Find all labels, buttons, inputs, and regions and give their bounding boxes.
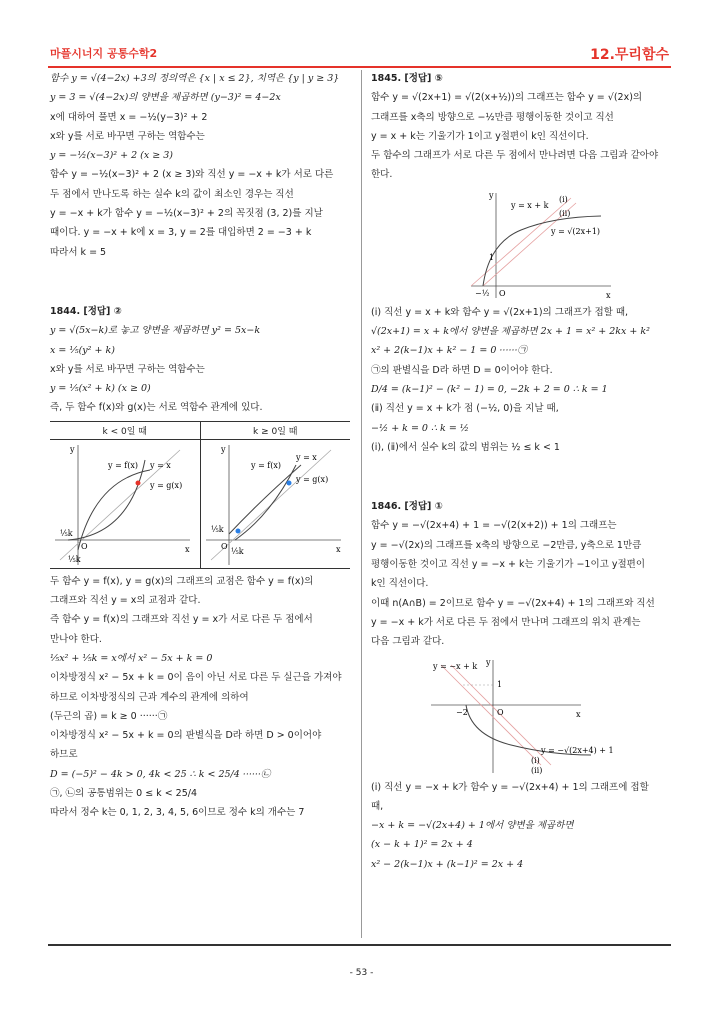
p1845-line: ㉠의 판별식을 D라 하면 D = 0이어야 한다. bbox=[371, 364, 553, 376]
p1845-line: (ⅰ), (ⅱ)에서 실수 k의 값의 범위는 ½ ≤ k < 1 bbox=[371, 441, 560, 453]
p1844-line: 두 함수 y = f(x), y = g(x)의 그래프의 교점은 함수 y = f(x)의 bbox=[50, 575, 314, 587]
p1845-line: x² + 2(k−1)x + k² − 1 = 0 ······㉠ bbox=[371, 345, 528, 357]
p1846-line: k인 직선이다. bbox=[371, 578, 429, 590]
intro-line: 함수 y = √(4−2x) +3의 정의역은 {x | x ≤ 2}, 치역은 {y | y ≥ 3} bbox=[50, 73, 340, 84]
p1844-line: 따라서 정수 k는 0, 1, 2, 3, 4, 5, 6이므로 정수 k의 개수는 7 bbox=[50, 807, 305, 819]
p1845-line: 그래프를 x축의 방향으로 −½만큼 평행이동한 것이고 직선 bbox=[371, 111, 614, 123]
p1846-line: 평행이동한 것이고 직선 y = −x + k는 기울기가 −1이고 y절편이 bbox=[371, 559, 645, 571]
intro-line: 따라서 k = 5 bbox=[50, 246, 107, 258]
intro-line: x에 대하여 풀면 x = −½(y−3)² + 2 bbox=[50, 111, 208, 123]
p1844-line: D = (−5)² − 4k > 0, 4k < 25 ∴ k < 25/4 ······㉡ bbox=[50, 768, 271, 780]
p1846-line: −x + k = −√(2x+4) + 1에서 양변을 제곱하면 bbox=[371, 820, 574, 832]
axis-y-label: y bbox=[486, 657, 491, 667]
axis-x-label: x bbox=[606, 290, 611, 300]
p1845-line: 한다. bbox=[371, 169, 393, 181]
p1844-line: 만나야 한다. bbox=[50, 633, 102, 645]
p1846-line: (ⅰ) 직선 y = −x + k가 함수 y = −√(2x+4) + 1의 그래프에 접할 bbox=[371, 781, 649, 793]
p1844-line: x와 y를 서로 바꾸면 구하는 역함수는 bbox=[50, 363, 205, 375]
p1845-line: −½ + k = 0 ∴ k = ½ bbox=[371, 422, 470, 434]
p1846-line: y = −x + k가 서로 다른 두 점에서 만나며 그래프의 위치 관계는 bbox=[371, 616, 641, 628]
intro-line: 때이다. y = −x + k에 x = 3, y = 2를 대입하면 2 = −3 + k bbox=[50, 227, 312, 239]
line-label: y = −x + k bbox=[433, 661, 478, 671]
fx-label: y = f(x) bbox=[108, 460, 139, 470]
yx-label: y = x bbox=[150, 460, 171, 470]
p1844-line: ⅕x² + ⅕k = x에서 x² − 5x + k = 0 bbox=[50, 652, 213, 664]
table-header-k-negative: k < 0일 때 bbox=[50, 422, 201, 439]
axis-x-label: x bbox=[185, 544, 190, 554]
case-ii-label: (ⅱ) bbox=[531, 765, 543, 775]
p1844-line: 즉, 두 함수 f(x)와 g(x)는 서로 역함수 관계에 있다. bbox=[50, 402, 263, 414]
p1846-line: y = −√(2x)의 그래프를 x축의 방향으로 −2만큼, y축으로 1만큼 bbox=[371, 539, 642, 551]
graph-k-nonnegative bbox=[201, 440, 350, 568]
case-table bbox=[50, 421, 350, 569]
graph-1846 bbox=[371, 655, 671, 775]
intro-line: y = −x + k가 함수 y = −½(x−3)² + 2의 꼭짓점 (3, 2)를 지날 bbox=[50, 208, 323, 220]
graph-1845 bbox=[371, 188, 671, 300]
p1844-line: 이차방정식 x² − 5x + k = 0이 음이 아닌 서로 다른 두 실근을 가져야 bbox=[50, 672, 342, 684]
neg-two-label: −2 bbox=[456, 707, 468, 717]
fx-label: y = f(x) bbox=[250, 460, 281, 470]
p1844-line: 즉 함수 y = f(x)의 그래프와 직선 y = x가 서로 다른 두 점에서 bbox=[50, 614, 313, 626]
axis-x-label: x bbox=[335, 544, 341, 554]
table-header-k-nonnegative: k ≥ 0일 때 bbox=[253, 426, 298, 437]
problem-1845-title: 1845. [정답] ⑤ bbox=[371, 73, 443, 84]
p1846-line: 다음 그림과 같다. bbox=[371, 636, 445, 648]
axis-y-label: y bbox=[489, 190, 494, 200]
fifth-k-label: ⅕k bbox=[68, 554, 81, 564]
gx-label: y = g(x) bbox=[295, 474, 328, 484]
p1845-line: √(2x+1) = x + k에서 양변을 제곱하면 2x + 1 = x² + 2kx + k² bbox=[371, 326, 650, 338]
header-rule bbox=[48, 66, 671, 68]
right-column bbox=[371, 72, 671, 877]
column-divider bbox=[361, 70, 362, 938]
p1845-line: (ⅰ) 직선 y = x + k와 함수 y = √(2x+1)의 그래프가 접할 때, bbox=[371, 306, 629, 318]
intro-line: y = 3 = √(4−2x)의 양변을 제곱하면 (y−3)² = 4−2x bbox=[50, 92, 281, 104]
fifth-k-label: ⅕k bbox=[60, 528, 73, 538]
origin-label: O bbox=[499, 288, 506, 298]
curve-label: y = −√(2x+4) + 1 bbox=[541, 745, 614, 755]
one-label: 1 bbox=[489, 252, 495, 262]
p1845-line: y = x + k는 기울기가 1이고 y절편이 k인 직선이다. bbox=[371, 130, 589, 142]
gx-label: y = g(x) bbox=[150, 480, 183, 490]
p1844-line: (두근의 곱) = k ≥ 0 ······㉠ bbox=[50, 710, 168, 722]
problem-1846-title: 1846. [정답] ① bbox=[371, 501, 443, 513]
header-chapter-title: 12.무리함수 bbox=[590, 47, 669, 63]
p1844-line: 하므로 이차방정식의 근과 계수의 관계에 의하여 bbox=[50, 691, 249, 703]
page-number: - 53 - bbox=[349, 968, 374, 978]
fifth-k-label: ⅕k bbox=[230, 546, 244, 556]
p1846-line: x² − 2(k−1)x + (k−1)² = 2x + 4 bbox=[371, 858, 524, 870]
p1844-line: 이차방정식 x² − 5x + k = 0의 판별식을 D라 하면 D > 0이어야 bbox=[50, 730, 322, 742]
neg-half-label: −½ bbox=[475, 288, 490, 298]
axis-y-label: y bbox=[220, 444, 226, 454]
axis-x-label: x bbox=[576, 709, 581, 719]
footer-rule bbox=[48, 944, 671, 946]
case-i-label: (ⅰ) bbox=[531, 755, 540, 765]
p1846-line: 때, bbox=[371, 800, 384, 812]
case-ii-label: (ⅱ) bbox=[559, 208, 571, 218]
origin-label: O bbox=[497, 707, 504, 717]
p1844-line: ㉠, ㉡의 공통범위는 0 ≤ k < 25/4 bbox=[50, 788, 198, 800]
axis-y-label: y bbox=[70, 444, 75, 454]
problem-1844-title: 1844. [정답] ② bbox=[50, 305, 122, 317]
intro-line: 함수 y = −½(x−3)² + 2 (x ≥ 3)와 직선 y = −x + k가 서로 다른 bbox=[50, 169, 334, 181]
origin-label: O bbox=[81, 541, 88, 551]
p1845-line: 함수 y = √(2x+1) = √(2(x+½))의 그래프는 함수 y = √(2x)의 bbox=[371, 92, 643, 104]
graph-k-negative bbox=[50, 440, 199, 568]
header-book-title: 마플시너지 공통수학2 bbox=[50, 47, 158, 60]
p1844-line: 하므로 bbox=[50, 749, 78, 761]
p1845-line: D/4 = (k−1)² − (k² − 1) = 0, −2k + 2 = 0 ∴ k = 1 bbox=[371, 383, 608, 395]
curve-label: y = √(2x+1) bbox=[551, 226, 601, 236]
intro-line: 두 점에서 만나도록 하는 실수 k의 값이 최소인 경우는 직선 bbox=[50, 188, 294, 200]
fifth-k-label: ⅕k bbox=[210, 524, 224, 534]
left-column bbox=[50, 72, 350, 826]
p1845-line: (ⅱ) 직선 y = x + k가 점 (−½, 0)을 지날 때, bbox=[371, 403, 559, 415]
p1846-line: (x − k + 1)² = 2x + 4 bbox=[371, 839, 473, 851]
p1846-line: 함수 y = −√(2x+4) + 1 = −√(2(x+2)) + 1의 그래프는 bbox=[371, 520, 617, 532]
one-label: 1 bbox=[497, 679, 503, 689]
origin-label: O bbox=[220, 541, 228, 551]
intro-line: x와 y를 서로 바꾸면 구하는 역함수는 bbox=[50, 130, 205, 142]
p1844-line: y = √(5x−k)로 놓고 양변을 제곱하면 y² = 5x−k bbox=[50, 325, 261, 337]
p1844-line: y = ⅕(x² + k) (x ≥ 0) bbox=[50, 383, 151, 395]
line-label: y = x + k bbox=[511, 200, 549, 210]
intro-line: y = −½(x−3)² + 2 (x ≥ 3) bbox=[50, 150, 173, 162]
p1845-line: 두 함수의 그래프가 서로 다른 두 점에서 만나려면 다음 그림과 같아야 bbox=[371, 150, 659, 162]
p1844-line: x = ⅕(y² + k) bbox=[50, 344, 115, 356]
case-i-label: (ⅰ) bbox=[559, 194, 568, 204]
p1846-line: 이때 n(A∩B) = 2이므로 함수 y = −√(2x+4) + 1의 그래프와 직선 bbox=[371, 597, 655, 609]
yx-label: y = x bbox=[295, 452, 317, 462]
p1844-line: 그래프와 직선 y = x의 교점과 같다. bbox=[50, 595, 201, 607]
